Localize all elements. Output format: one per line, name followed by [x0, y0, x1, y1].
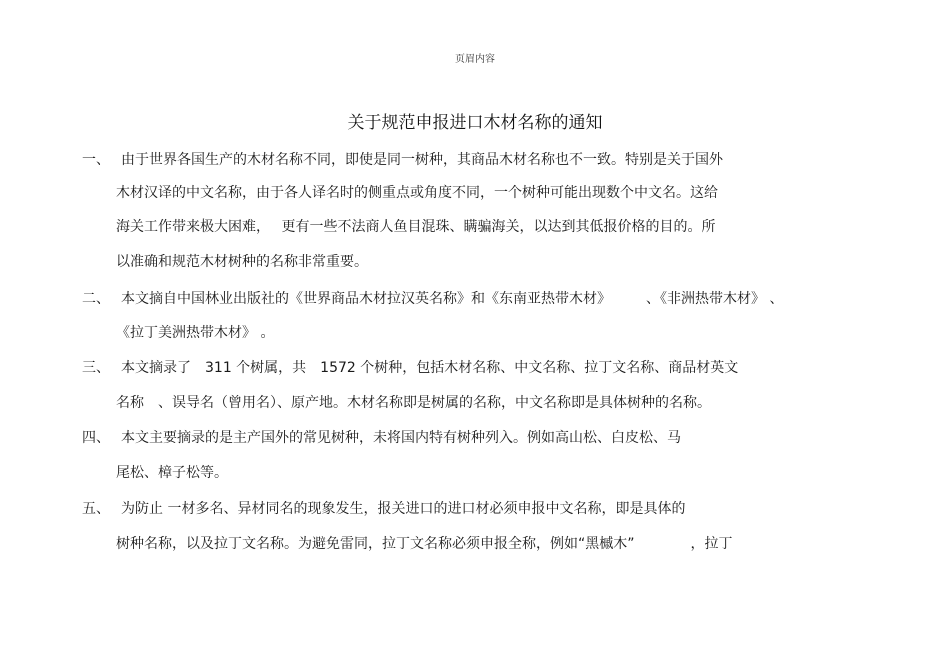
paragraph-line: 尾松、樟子松等。	[116, 465, 228, 481]
paragraph-line: 木材汉译的中文名称，由于各人译名时的侧重点或角度不同，一个树种可能出现数个中文名。这给	[116, 185, 718, 201]
item-number: 四、	[82, 430, 110, 446]
paragraph-line: 本文摘自中国林业出版社的《世界商品木材拉汉英名称》和《东南亚热带木材》 、《非洲热带木材》 、	[121, 291, 784, 307]
paragraph-line: 名称 、误导名（曾用名）、原产地。木材名称即是树属的名称，中文名称即是具体树种的名称。	[116, 395, 711, 411]
paragraph-line: 树种名称，以及拉丁文名称。为避免雷同，拉丁文名称必须申报全称，例如“黑槭木” ，拉丁	[116, 536, 733, 552]
paragraph-line: 以准确和规范木材树种的名称非常重要。	[116, 254, 368, 270]
item-number: 二、	[82, 291, 110, 307]
document-title: 关于规范申报进口木材名称的通知	[347, 113, 603, 133]
paragraph-line: 为防止 一材多名、异材同名的现象发生，报关进口的进口材必须申报中文名称，即是具体的	[121, 501, 686, 517]
item-number: 三、	[82, 360, 110, 376]
paragraph-line: 本文主要摘录的是主产国外的常见树种，未将国内特有树种列入。例如高山松、白皮松、马	[121, 430, 681, 446]
page-header: 页眉内容	[455, 54, 495, 65]
paragraph-line: 本文摘录了 311 个树属，共 1572 个树种，包括木材名称、中文名称、拉丁文名称、商品材英文	[121, 360, 739, 376]
paragraph-line: 海关工作带来极大困难， 更有一些不法商人鱼目混珠、瞒骗海关，以达到其低报价格的目的。所	[116, 219, 716, 235]
item-number: 五、	[82, 501, 110, 517]
paragraph-line: 《拉丁美洲热带木材》 。	[116, 325, 275, 341]
item-number: 一、	[82, 152, 110, 168]
paragraph-line: 由于世界各国生产的木材名称不同，即使是同一树种，其商品木材名称也不一致。特别是关于国外	[121, 152, 723, 168]
